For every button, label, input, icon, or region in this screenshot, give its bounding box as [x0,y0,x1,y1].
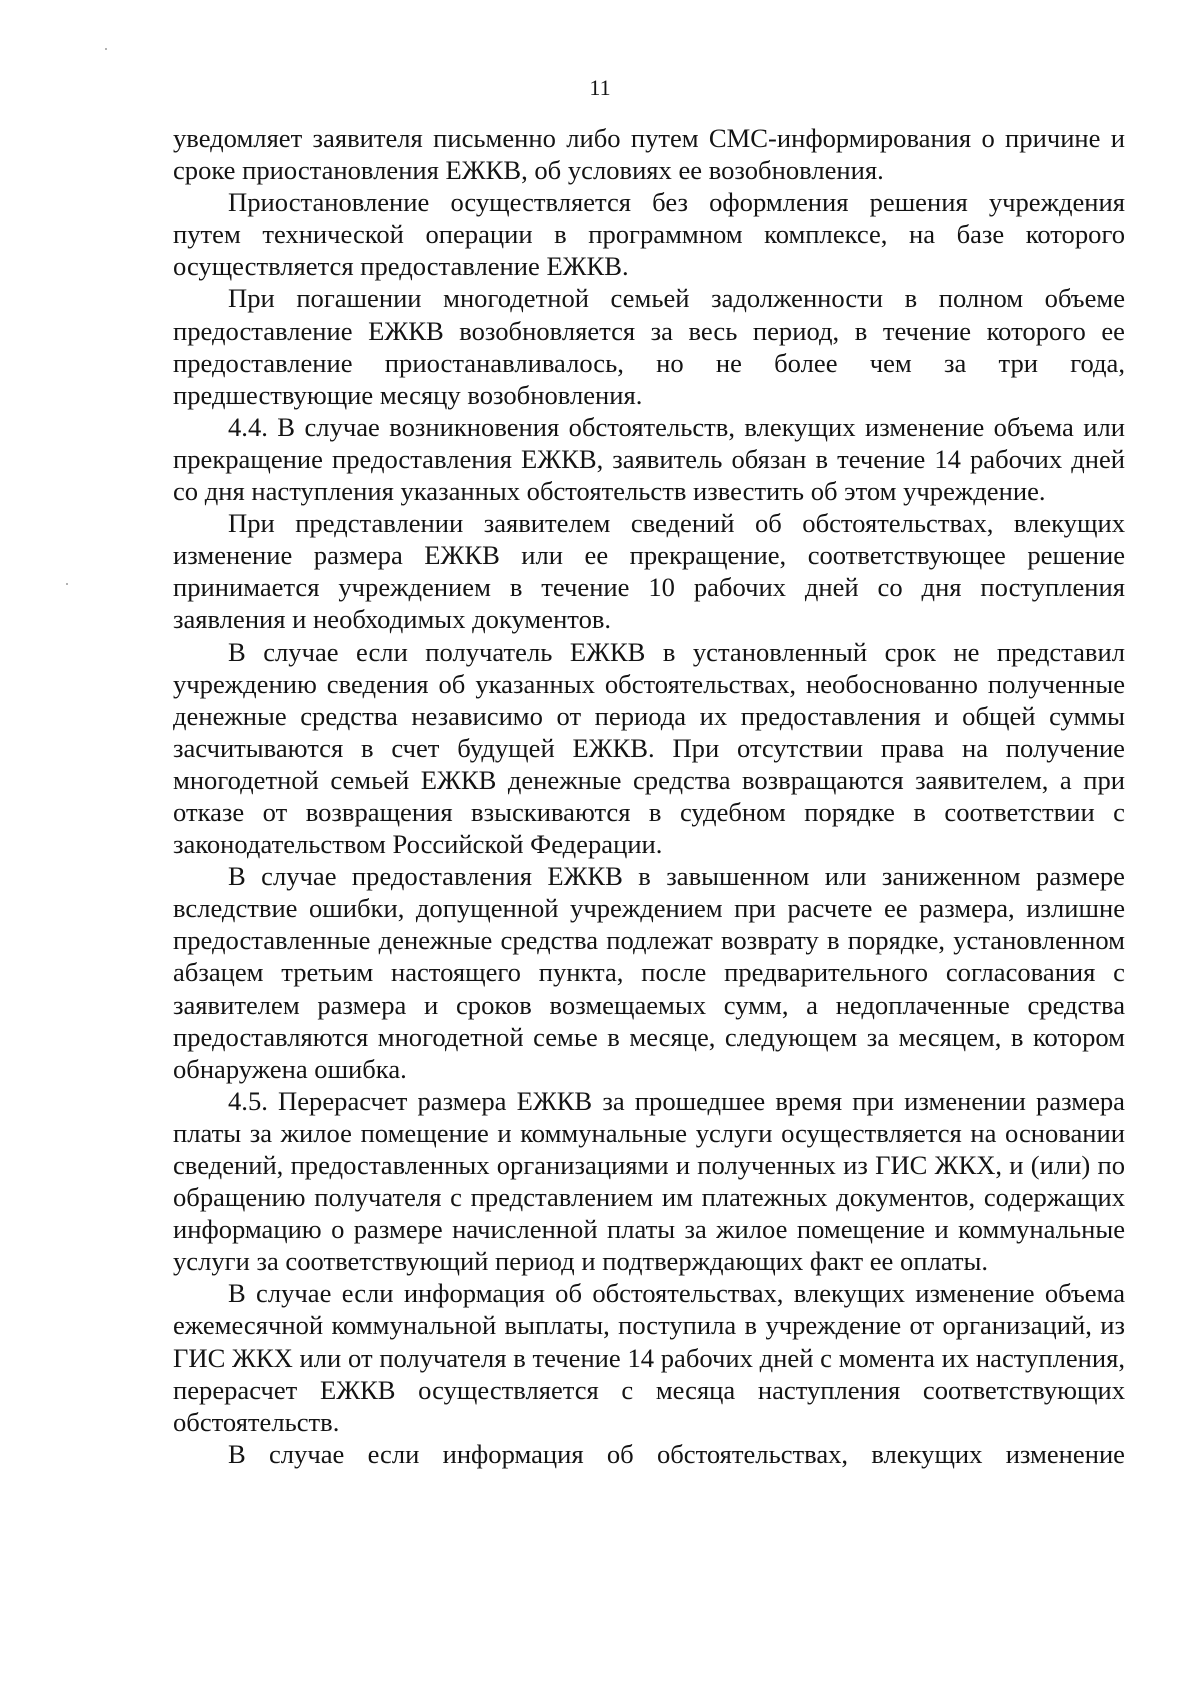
paragraph: Приостановление осуществляется без оформления решения учреждения путем технической операции в программном комплексе, на базе которого осуществляется предоставление ЕЖКВ. [173,187,1125,282]
paragraph-section-4-5: 4.5. Перерасчет размера ЕЖКВ за прошедшее время при изменении размера платы за жилое помещение и коммунальные услуги осуществляется на основании сведений, предоставленных организациями и полученных из ГИС ЖКХ, и (или) по обращению получателя с представлением им платежных документов, содержащих информацию о размере начисленной платы за жилое помещение и коммунальные услуги за соответствующий период и подтверждающих факт ее оплаты. [173,1085,1125,1277]
paragraph: уведомляет заявителя письменно либо путем СМС-информирования о причине и сроке приостановления ЕЖКВ, об условиях ее возобновления. [173,123,1125,186]
paragraph: В случае если получатель ЕЖКВ в установленный срок не представил учреждению сведения об указанных обстоятельствах, необоснованно полученные денежные средства независимо от периода их предоставления и общей суммы засчитываются в счет будущей ЕЖКВ. При отсутствии права на получение многодетной семьей ЕЖКВ денежные средства возвращаются заявителем, а при отказе от возвращения взыскиваются в судебном порядке в соответствии с законодательством Российской Федерации. [173,636,1125,860]
paragraph: В случае предоставления ЕЖКВ в завышенном или заниженном размере вследствие ошибки, допущенной учреждением при расчете ее размера, излишне предоставленные денежные средства подлежат возврату в порядке, установленном абзацем третьим настоящего пункта, после предварительного согласования с заявителем размера и сроков возмещаемых сумм, а недоплаченные средства предоставляются многодетной семье в месяце, следующем за месяцем, в котором обнаружена ошибка. [173,861,1125,1084]
paragraph-section-4-4: 4.4. В случае возникновения обстоятельств, влекущих изменение объема или прекращение предоставления ЕЖКВ, заявитель обязан в течение 14 рабочих дней со дня наступления указанных обстоятельств известить об этом учреждение. [173,411,1125,507]
page-number: 11 [589,75,611,100]
document-body [173,122,1125,1470]
paragraph: При погашении многодетной семьей задолженности в полном объеме предоставление ЕЖКВ возобновляется за весь период, в течение которого ее предоставление приостанавливалось, но не более чем за три года, предшествующие месяцу возобновления. [173,283,1125,410]
paragraph: В случае если информация об обстоятельствах, влекущих изменение объема ежемесячной коммунальной выплаты, поступила в учреждение от организаций, из ГИС ЖКХ или от получателя в течение 14 рабочих дней с момента их наступления, перерасчет ЕЖКВ осуществляется с месяца наступления соответствующих обстоятельств. [173,1278,1125,1437]
scan-speck [66,583,68,585]
scan-speck [105,48,107,50]
paragraph-continued: В случае если информация об обстоятельствах, влекущих изменение [228,1438,1125,1469]
paragraph: При представлении заявителем сведений об обстоятельствах, влекущих изменение размера ЕЖКВ или ее прекращение, соответствующее решение принимается учреждением в течение 10 рабочих дней со дня поступления заявления и необходимых документов. [173,508,1125,635]
